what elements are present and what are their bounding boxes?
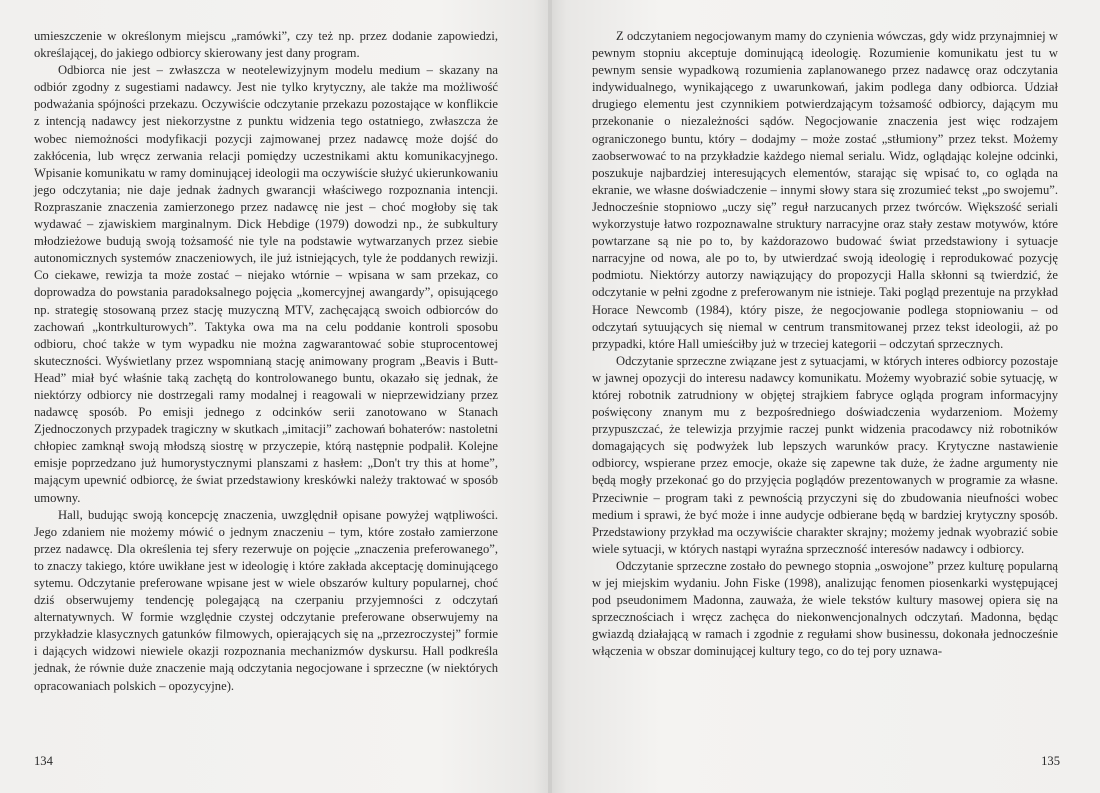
left-page-text (34, 28, 498, 695)
paragraph: Hall, budując swoją koncepcję znaczenia, uwzględnił opisane powyżej wątpliwości. Jego zdaniem nie możemy mówić o jednym znaczeniu – tym, które zostało zamierzone przez nadawcę. Dla określenia tej sfery rezerwuje on pojęcie „znaczenia preferowanego”, to znaczy takiego, które uwikłane jest w ideologię i które zakłada akceptację dominującego sytemu. Odczytanie preferowane wpisane jest w wiele obszarów kultury popularnej, choć dziś obserwujemy tendencję polegającą na czerpaniu przyjemności z odczytań alternatywnych. W formie względnie czystej odczytanie preferowane obserwujemy na przykładzie klasycznych gatunków filmowych, opierających się na „przezroczystej” formie i dających widzowi niewiele okazji rozpoznania mechanizmów dyskursu. Hall podkreśla jednak, że równie duże znaczenie mają odczytania negocjowane i sprzeczne (w niektórych opracowaniach polskich – opozycyjne). (34, 507, 498, 693)
paragraph: Odbiorca nie jest – zwłaszcza w neotelewizyjnym modelu medium – skazany na odbiór zgodny z sugestiami nadawcy. Jest nie tylko krytyczny, ale także ma możliwość podważania spójności przekazu. Oczywiście odczytanie przekazu pozostające w konflikcie z intencją nadawcy jest niekorzystne z punktu widzenia tego ostatniego, zwłaszcza że wobec niemożności modyfikacji pozycji zajmowanej przez nadawcę może dojść do zakłócenia, lub wręcz zerwania relacji pomiędzy uczestnikami aktu komunikacyjnego. Wpisanie komunikatu w ramy dominującej ideologii ma oczywiście służyć ukierunkowaniu jego odczytania; nie daje jednak żadnych gwarancji właściwego rozpoznania intencji. Rozpraszanie znaczenia zamierzonego przez nadawcę nie jest – choć mogłoby się tak wydawać – zjawiskiem marginalnym. Dick Hebdige (1979) dowodzi np., że subkultury młodzieżowe budują swoją tożsamość nie tyle na podstawie wytwarzanych przez siebie autonomicznych systemów znaczeniowych, ile już istniejących, tyle że poddanych rewizji. Co ciekawe, rewizja ta może zostać – niejako wtórnie – wpisana w sam przekaz, co doprowadza do powstania paradoksalnego pojęcia „komercyjnej awangardy”, opisującego np. strategię stosowaną przez stację muzyczną MTV, zachęcającą swoich odbiorców do zachowań „kontrkulturowych”. Taktyka owa ma na celu poddanie kontroli sposobu odbioru, choć także w tym wypadku nie można zagwarantować sobie stuprocentowej skuteczności. Wyświetlany przez wspomnianą stację animowany program „Beavis i Butt-Head” miał być właśnie taką zachętą do kontrolowanego buntu, okazało się jednak, że niektórzy odbiorcy nie dostrzegali ramy modalnej i reagowali w nieprzewidziany przez nadawcę sposób. Po emisji jednego z odcinków serii zanotowano w Stanach Zjednoczonych przypadek tragiczny w skutkach „imitacji” zachowań bohaterów: nastoletni chłopiec zamknął swoją młodszą siostrę w przyczepie, którą następnie podpalił. Kolejne emisje poprzedzano już humorystycznymi planszami z hasłem: „Don't try this at home”, mającym upewnić odbiorcę, że świat przedstawiony kreskówki należy traktować w sposób umowny. (34, 63, 498, 505)
right-page-text (592, 28, 1058, 660)
paragraph: Odczytanie sprzeczne zostało do pewnego stopnia „oswojone” przez kulturę popularną w jej miejskim wydaniu. John Fiske (1998), analizując fenomen piosenkarki występującej pod pseudonimem Madonna, zauważa, że wiele tekstów kultury masowej opiera się na sprzecznościach i wręcz zachęca do niekonwencjonalnych odczytań. Madonna, będąc gwiazdą działającą w ramach i zgodnie z regułami show businessu, dokonała jednocześnie włączenia w obszar dominującej kultury tego, co do tej pory uznawa- (592, 558, 1058, 659)
right-page (550, 0, 1100, 793)
paragraph: Odczytanie sprzeczne związane jest z sytuacjami, w których interes odbiorcy pozostaje w jawnej opozycji do interesu nadawcy komunikatu. Możemy wyobrazić sobie sytuację, w której robotnik zatrudniony w objętej strajkiem fabryce ogląda program informacyjny poświęcony znanym mu z bezpośredniego doświadczenia wydarzeniom. Możemy przypuszczać, że telewizja przyjmie raczej punkt widzenia pracodawcy niż robotników domagających się podwyżek lub lepszych warunków pracy. Krytyczne nastawienie odbiorcy, wspierane przez emocje, okaże się zapewne tak duże, że żadne argumenty nie będą mogły przekonać go do przyjęcia poglądów prezentowanych w programie za własne. Przeciwnie – program taki z pewnością przyczyni się do zbudowania nieufności wobec medium i sprawi, że być może i inne audycje odbierane będą w bardziej krytyczny sposób. Przedstawiony przykład ma oczywiście charakter skrajny; możemy jednak wyobrazić sobie wiele sytuacji, w których nastąpi wyraźna sprzeczność interesów nadawcy i odbiorcy. (592, 353, 1058, 556)
page-number: 134 (34, 754, 53, 768)
paragraph: umieszczenie w określonym miejscu „ramówki”, czy też np. przez dodanie zapowiedzi, określającej, do jakiego odbiorcy skierowany jest dany program. (34, 29, 498, 61)
paragraph: Z odczytaniem negocjowanym mamy do czynienia wówczas, gdy widz przynajmniej w pewnym stopniu akceptuje dominującą ideologię. Rozumienie komunikatu jest tu w pewnym sensie wypadkową rozumienia zaplanowanego przez nadawcę oraz odczytania indywidualnego, wynikającego z uwarunkowań, jakim podlega dany odbiorca. Udział drugiego elementu jest czynnikiem potwierdzającym tożsamość odbiorcy, dającym mu przekonanie o niezależności sądów. Negocjowanie znaczenia jest więc rodzajem ograniczonego buntu, który – dodajmy – może zostać „stłumiony” przez tekst. Możemy zaobserwować to na przykładzie każdego niemal serialu. Widz, oglądając kolejne odcinki, poszukuje najbardziej interesujących elementów, starając się wpisać to, co ogląda na ekranie, we własne doświadczenie – innymi słowy stara się zrozumieć tekst „po swojemu”. Jednocześnie stopniowo „uczy się” reguł narzucanych przez twórców. Większość seriali wykorzystuje łatwo rozpoznawalne struktury narracyjne oraz stały zestaw motywów, które powtarzane są nie po to, by każdorazowo budować świat przedstawiony i sytuacje narracyjne od nowa, ale po to, by utwierdzać swoją ideologię i reprodukować pozycję podmiotu. Niektórzy autorzy nawiązujący do propozycji Halla skłonni są twierdzić, że odczytanie w pełni zgodne z preferowanym nie istnieje. Taki pogląd prezentuje na przykład Horace Newcomb (1984), który pisze, że negocjowanie podlega stopniowaniu – od odczytań sytuujących się niemal w centrum transmitowanej przez tekst ideologii, aż po przypadki, które Hall umieściłby już w trzeciej kategorii – odczytań sprzecznych. (592, 29, 1058, 351)
book-gutter (548, 0, 552, 793)
page-number: 135 (1041, 754, 1060, 768)
